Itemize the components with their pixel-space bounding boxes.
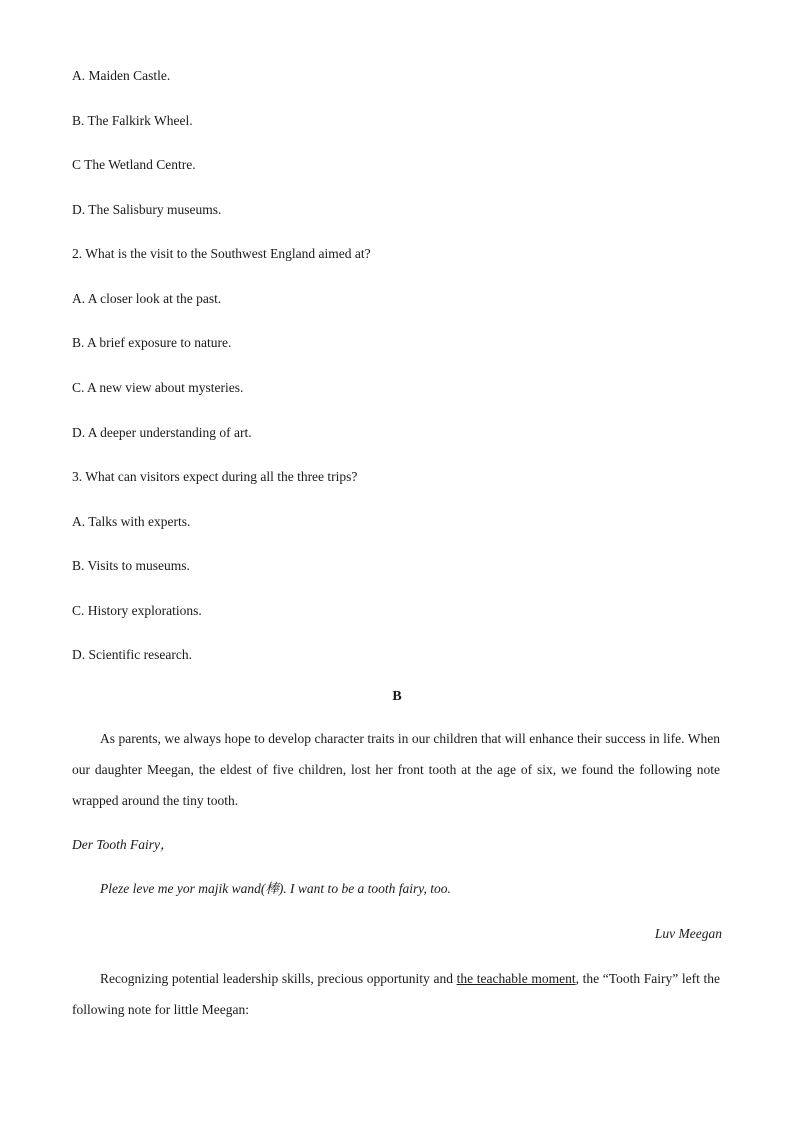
section-b-paragraph-1: As parents, we always hope to develop character traits in our children that will enhance their success in life. When our daughter Meegan, the eldest of five children, lost her front tooth at the age of six, we found the following note wrapped around the tiny tooth. xyxy=(72,731,720,808)
q1-option-b: B. The Falkirk Wheel. xyxy=(72,113,193,128)
teachable-moment-underlined: the teachable moment xyxy=(456,971,576,986)
q1-option-a: A. Maiden Castle. xyxy=(72,68,171,83)
note-signature: Luv Meegan xyxy=(654,926,722,941)
q2-question: 2. What is the visit to the Southwest England aimed at? xyxy=(72,246,371,261)
q2-option-b: B. A brief exposure to nature. xyxy=(72,335,232,350)
q1-option-d: D. The Salisbury museums. xyxy=(72,202,222,217)
q3-option-c: C. History explorations. xyxy=(72,603,202,618)
paragraph-2-text-end: , the “Tooth Fairy” left the following note for little Meegan: xyxy=(72,971,720,1017)
q2-option-a: A. A closer look at the past. xyxy=(72,291,222,306)
q3-option-a: A. Talks with experts. xyxy=(72,514,191,529)
section-b-heading: B xyxy=(392,689,402,704)
q3-option-b: B. Visits to museums. xyxy=(72,558,190,573)
q2-option-c: C. A new view about mysteries. xyxy=(72,380,244,395)
paragraph-2-text-start: Recognizing potential leadership skills, precious opportunity and xyxy=(100,971,457,986)
q2-option-d: D. A deeper understanding of art. xyxy=(72,425,252,440)
section-b-paragraph-2 xyxy=(72,963,720,1025)
q3-option-d: D. Scientific research. xyxy=(72,647,192,662)
q1-option-c: C The Wetland Centre. xyxy=(72,157,196,172)
note-body: Pleze leve me yor majik wand(棒). I want to be a tooth fairy, too. xyxy=(100,881,451,896)
note-greeting: Der Tooth Fairy， xyxy=(72,837,174,852)
q3-question: 3. What can visitors expect during all the three trips? xyxy=(72,469,358,484)
